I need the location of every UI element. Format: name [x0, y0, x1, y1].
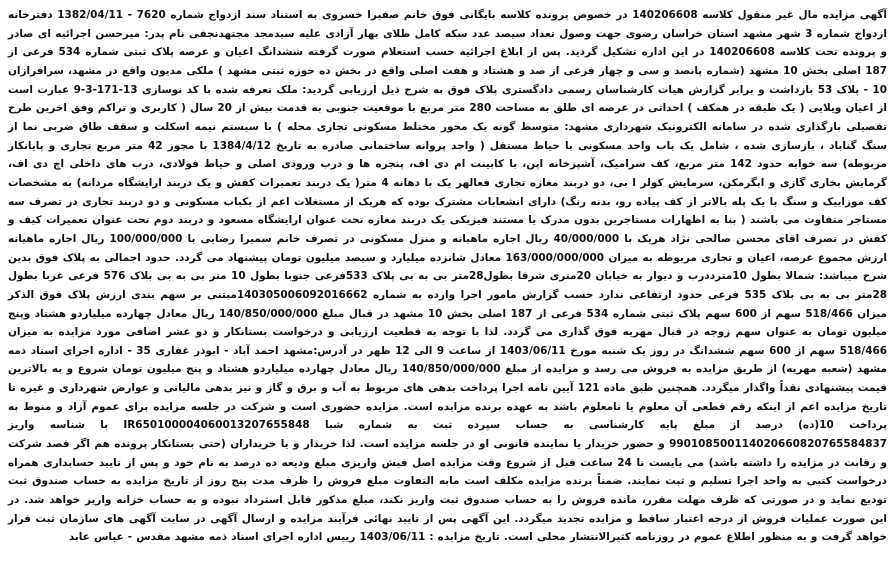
auction-notice-text: آگهی مزایده مال غیر منقول کلاسه 140206608 در خصوص پرونده کلاسه بایگانی فوق خانم صفیرا خسروی به استناد سند ازدواج شماره 7620 - 1382/04/11 دفترخانه ازدواج شماره 3 شهر مشهد استان خراسان رضوی جهت وصول تعداد سیصد عدد سکه کامل طلای بهار آزادی علیه سیدمجد مجتهدنجفی نام پدر: میرحسن اجرائیه ای صادر و پرونده تحت کلاسه 140206608 در این اداره تشکیل گردید. پس از ابلاغ اجرائیه حسب استعلام صورت گرفته ششدانگ اعیان و عرصه پلاک ثبتی شماره 534 فرعی از 187 اصلی بخش 10 مشهد (شماره پانصد و سی و چهار فرعی از صد و هشتاد و هفت اصلی واقع در بخش ده حوزه ثبتی مشهد ) ملکی مدیون واقع در مشهد، سرافرازان 10 - پلاک 53 بازداشت و برابر گزارش هیات کارشناسان رسمی دادگستری پلاک فوق به شرح ذیل ارزیابی گردید: ملک تعرفه شده با کد نوسازی 13-171-3-9 عبارت است از اعیان ویلایی ( یک طبقه در همکف ) احداثی در عرصه ای طلق به مساحت 280 متر مربع با موقعیت جنوبی به قدمت بیش از 20 سال ( کاربری و تراکم وفق اخرین طرح تفصیلی بارگذاری شده در سامانه الکترونیک شهرداری مشهد: متوسط گونه یک محور مختلط مسکونی تجاری محله ) با سیستم نیمه اسکلت و سقف طاق ضربی نما از سنگ گناباد ، بازسازی شده ، شامل یک باب واحد مسکونی با حیاط مستقل ( واجد پروانه ساختمانی صادره به تاریخ 1384/4/12 با مجوز 42 متر مربع تجاری و پایانکار مربوطه) سه خوابه حدود 142 متر مربع، کف سرامیک، آشپزخانه اپن، با کابینت ام دی اف، پنجره ها و درب ورودی اصلی و حیاط فولادی، درب های داخلی اچ دی اف، گرمایش بخاری گازی و ابگرمکن، سرمایش کولر ا بی، دو دربند مغازه تجاری فعالهر یک با دهانه 4 متر( یک دربند تعمیرات کفش و یک دربند ارایشگاه مردانه) به مشخصات کف موزاییک و سنگ با یک پله بالاتر از کف پیاده رو، بدنه رنگ) دارای انشعابات مشترک بوده که هریک از مستغلات اعم از یکباب مسکونی و دو دربند تجاری در تصرف سه مستاجر متفاوت می باشند ( بنا به اظهارات مستاجرین بدون مدرک یا مستند فیزیکی یک دربند مغازه تحت عنوان ارایشگاه مسعود و دربند دوم تحت عنوان تعمیرات کیف و کفش در تصرف اقای محسن صالحی نژاد هریک با 40/000/000 ریال اجاره ماهیانه و منزل مسکونی در تصرف خانم سمیرا رضایی با 100/000/000 ریال اجاره ماهیانه ارزش مجموع عرصه، اعیان و تجاری مربوطه به میزان 163/000/000/000 معادل شانزده میلیارد و سیصد میلیون تومان پیشنهاد می گردد. حدود اجمالی به پلاک فوق بدین شرح میباشد: شمالا بطول 10مترددرب و دیوار به خیابان 20متری شرقا بطول28متر بی به بی پلاک 533فرعی جنوبا بطول 10 متر بی به بی بلاک 576 فرعی غربا بطول 28متر بی به بی بلاک 535 فرعی حدود ارتفاعی ندارد حسب گزارش مامور اجرا وارده به شماره 140305006092016662مبتنی بر سهم بندی ارزش پلاک فوق الذکر میزان 518/466 سهم از 600 سهم پلاک ثبتی شماره 534 فرعی از 187 اصلی بخش 10 مشهد در قبال مبلغ 140/850/000/000 ریال معادل چهارده میلیاردو هشتاد وپنج میلیون تومان به عنوان سهم زوجه در قبال مهریه فوق گذاری می گردد. لذا با توجه به قطعیت ارزیابی و درخواست بستانکار و دو عشر اضافی مورد مزایده به میزان 518/466 سهم از 600 سهم ششدانگ در روز یک شنبه مورخ 1403/06/11 از ساعت 9 الی 12 ظهر در آدرس:مشهد احمد آباد - ابوذر غفاری 35 - اداره اجرای اسناد ذمه مشهد (شعبه مهریه) از طریق مزایده به فروش می رسد و مزایده از مبلغ 140/850/000/000 ریال معادل چهارده میلیاردو هشتاد و پنج میلیون تومان شروع و به بالاترین قیمت پیشنهادی نقداً واگذار میگردد. همچنین طبق ماده 121 آیین نامه اجرا پرداخت بدهی های مربوط به آب و برق و گاز و نیز بدهی مالیاتی و عوارض شهرداری و غیره تا تاریخ مزایده اعم از اینکه رقم قطعی آن معلوم یا نامعلوم باشد به عهده برنده مزایده است. مزایده حضوری است و شرکت در جلسه مزایده برای عموم آزاد و منوط به پرداخت 10(ده) درصد از مبلغ پایه کارشناسی به حساب سپرده ثبت به شماره شبا IR650100004060013207655848 با شناسه واریز 990108500114020660820765584837 و حضور خریدار یا نماینده قانونی او در جلسه مزایده است. لذا خریدار و یا خریداران (حتی بستانکار پرونده هم اگر قصد شرکت و رقابت در مزایده را داشته باشد) می بایست تا 24 ساعت قبل از شروع وقت مزایده اصل فیش واریزی مبلغ ودیعه ده درصد به نام خود و پس از تایید حسابداری همراه درخواست کتبی به واحد اجرا تسلیم و ثبت نمایند. ضمناً برنده مزایده مکلف است مابه التفاوت مبلغ فروش را ظرف مدت پنج روز از تاریخ مزایده به حساب صندوق ثبت تودیع نماید و در صورتی که ظرف مهلت مقرر، مانده فروش را به حساب صندوق ثبت واریز نکند، مبلغ مذکور قابل استرداد نبوده و به حساب خزانه واریز خواهد شد. در این صورت عملیات فروش از درجه اعتبار ساقط و مزایده تجدید میگردد. این آگهی پس از تایید نهائی فرآیند مزایده و ارسال آگهی در سایت آگهی های سازمان ثبت قرار خواهد گرفت و به منظور اطلاع عموم در روزنامه کثیرالانتشار محلی است. تاریخ مزایده : 1403/06/11 رییس اداره اجرای اسناد ذمه مشهد مقدس - عباس عابد [8, 9, 888, 544]
